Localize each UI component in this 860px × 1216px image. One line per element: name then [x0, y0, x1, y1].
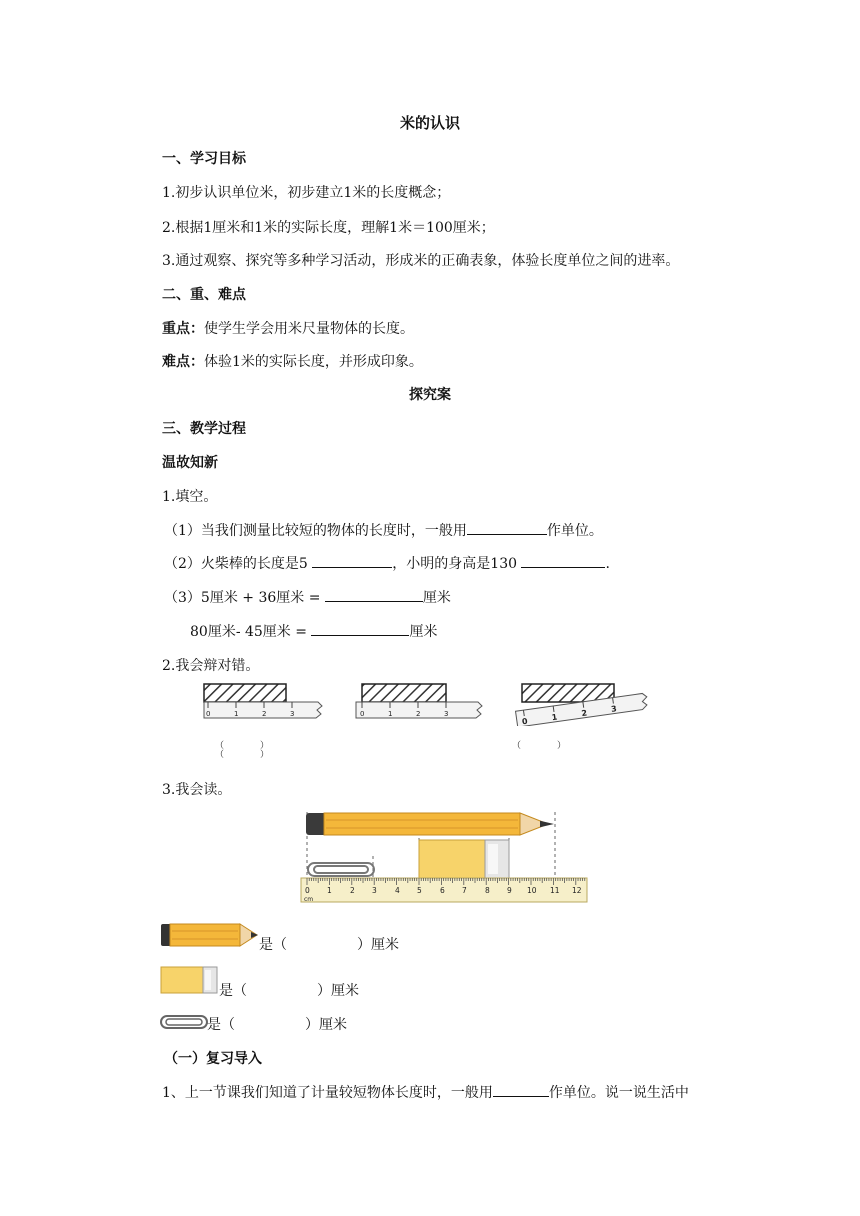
q1-label: 1.填空。 [162, 489, 218, 505]
q1-line-2 [164, 553, 610, 573]
tick-label: 0 [521, 716, 529, 726]
key-point-label: 重点： [162, 321, 204, 337]
objective-item: 2.根据1厘米和1米的实际长度，理解1米＝100厘米； [162, 220, 495, 236]
q3-label: 3.我会读。 [162, 782, 232, 798]
q1-line-4 [190, 621, 437, 641]
tick-label: 2 [262, 710, 267, 718]
tick-label: 2 [416, 710, 421, 718]
answer-blank[interactable] [493, 1082, 549, 1097]
tick-label: 2 [580, 708, 588, 719]
eraser-icon [419, 840, 509, 878]
small-pencil-icon [160, 922, 260, 948]
q1-text: 作单位。 [546, 523, 603, 539]
tick-label: 10 [527, 886, 537, 895]
tick-label: 2 [350, 886, 355, 895]
ruler-unit-label: cm [304, 896, 314, 903]
tick-label: 3 [372, 886, 377, 895]
ruler [301, 878, 587, 903]
tick-label: 12 [572, 886, 582, 895]
key-point-line [162, 318, 414, 338]
tick-label: 3 [610, 704, 618, 714]
answer-blank[interactable] [521, 553, 605, 568]
page-title: 米的认识 [399, 114, 460, 132]
tick-label: 5 [417, 886, 422, 895]
answer-blank[interactable] [467, 520, 547, 535]
measure-figure [300, 808, 592, 904]
answer-paren[interactable]: （ ） [512, 741, 567, 751]
answer-blank[interactable] [311, 621, 409, 636]
q1-text: . [605, 556, 610, 572]
q2-label: 2.我会辩对错。 [162, 658, 260, 674]
tick-label: 1 [327, 886, 332, 895]
pencil-answer: 是（ ）厘米 [259, 937, 399, 953]
tick-label: 0 [360, 710, 365, 718]
pencil-icon [306, 813, 554, 835]
difficulty-label: 难点： [162, 354, 204, 370]
answer-paren[interactable]: （ ） [215, 741, 270, 751]
tick-label: 1 [551, 712, 558, 723]
tick-label: 9 [507, 886, 512, 895]
q1-text: 80厘米- 45厘米 = [190, 624, 307, 640]
tick-label: 3 [290, 710, 295, 718]
section-heading-process: 三、教学过程 [162, 421, 246, 437]
objective-item: 1.初步认识单位米，初步建立1米的长度概念； [162, 185, 451, 201]
ruler-figure-1 [200, 682, 330, 724]
tick-label: 7 [462, 886, 467, 895]
answer-blank[interactable] [325, 587, 423, 602]
clip-answer: 是（ ）厘米 [207, 1017, 347, 1033]
q1-text: （2）火柴棒的长度是5 [164, 556, 308, 572]
tick-label: 1 [388, 710, 393, 718]
answer-paren[interactable]: （ ） [215, 750, 270, 760]
hatched-block [362, 684, 446, 702]
review-heading: 温故知新 [162, 455, 218, 471]
hatched-block [204, 684, 286, 702]
section-heading-objectives: 一、学习目标 [162, 151, 246, 167]
difficulty-text: 体验1米的实际长度，并形成印象。 [204, 354, 423, 370]
ruler-figure-2 [354, 682, 489, 724]
objective-item: 3.通过观察、探究等多种学习活动，形成米的正确表象，体验长度单位之间的进率。 [162, 253, 680, 269]
q1-text: 厘米 [422, 590, 451, 606]
tick-label: 1 [234, 710, 239, 718]
q1-line-1 [164, 520, 603, 540]
part1-text-a: 1、上一节课我们知道了计量较短物体长度时，一般用 [162, 1085, 493, 1101]
tick-label: 0 [305, 886, 310, 895]
q1-text: （1）当我们测量比较短的物体的长度时，一般用 [164, 523, 467, 539]
q1-text: 厘米 [409, 624, 438, 640]
paperclip-icon [308, 863, 374, 876]
part1-text-b: 作单位。说一说生活中 [548, 1085, 689, 1101]
tick-label: 11 [550, 886, 560, 895]
key-point-text: 使学生学会用米尺量物体的长度。 [204, 321, 414, 337]
q1-line-3 [164, 587, 451, 607]
tick-label: 6 [440, 886, 445, 895]
ruler-figure-3 [512, 680, 657, 726]
tick-label: 8 [485, 886, 490, 895]
part1-heading: （一）复习导入 [164, 1051, 262, 1067]
small-paperclip-icon [160, 1014, 210, 1030]
difficulty-line [162, 351, 423, 371]
section-heading-key-points: 二、重、难点 [162, 287, 246, 303]
tick-label: 3 [444, 710, 449, 718]
eraser-answer: 是（ ）厘米 [219, 983, 359, 999]
q1-text: ，小明的身高是130 [392, 556, 518, 572]
answer-blank[interactable] [312, 553, 392, 568]
q1-text: （3）5厘米 + 36厘米 = [164, 590, 321, 606]
subtitle: 探究案 [409, 387, 451, 403]
small-eraser-icon [160, 966, 218, 994]
part1-text [162, 1082, 689, 1102]
tick-label: 4 [395, 886, 400, 895]
tick-label: 0 [206, 710, 211, 718]
